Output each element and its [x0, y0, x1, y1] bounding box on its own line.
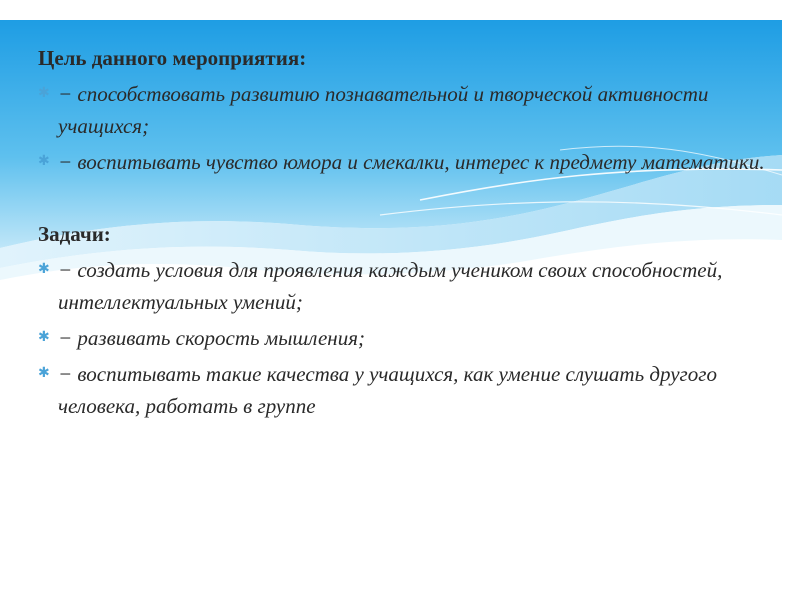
task-item-text: − воспитывать такие качества у учащихся, как умение слушать другого человека, работать в группе	[58, 362, 717, 418]
slide-content	[38, 40, 768, 426]
task-item	[38, 358, 768, 422]
asterisk-bullet-icon: ✱	[38, 330, 50, 345]
asterisk-bullet-icon: ✱	[38, 366, 50, 381]
task-item	[38, 322, 768, 354]
asterisk-bullet-icon: ✱	[38, 86, 50, 101]
task-item-text: − развивать скорость мышления;	[58, 326, 365, 350]
section-spacer	[38, 182, 768, 216]
goal-item-text: − способствовать развитию познавательной и творческой активности учащихся;	[58, 82, 709, 138]
goal-item	[38, 78, 768, 142]
task-item	[38, 254, 768, 318]
asterisk-bullet-icon: ✱	[38, 262, 50, 277]
tasks-heading: Задачи:	[38, 222, 111, 246]
task-item-text: − создать условия для проявления каждым учеником своих способностей, интеллектуальных умений;	[58, 258, 723, 314]
goal-item	[38, 146, 768, 178]
goal-item-text: − воспитывать чувство юмора и смекалки, интерес к предмету математики.	[58, 150, 765, 174]
asterisk-bullet-icon: ✱	[38, 154, 50, 169]
goal-heading: Цель данного мероприятия:	[38, 46, 307, 70]
